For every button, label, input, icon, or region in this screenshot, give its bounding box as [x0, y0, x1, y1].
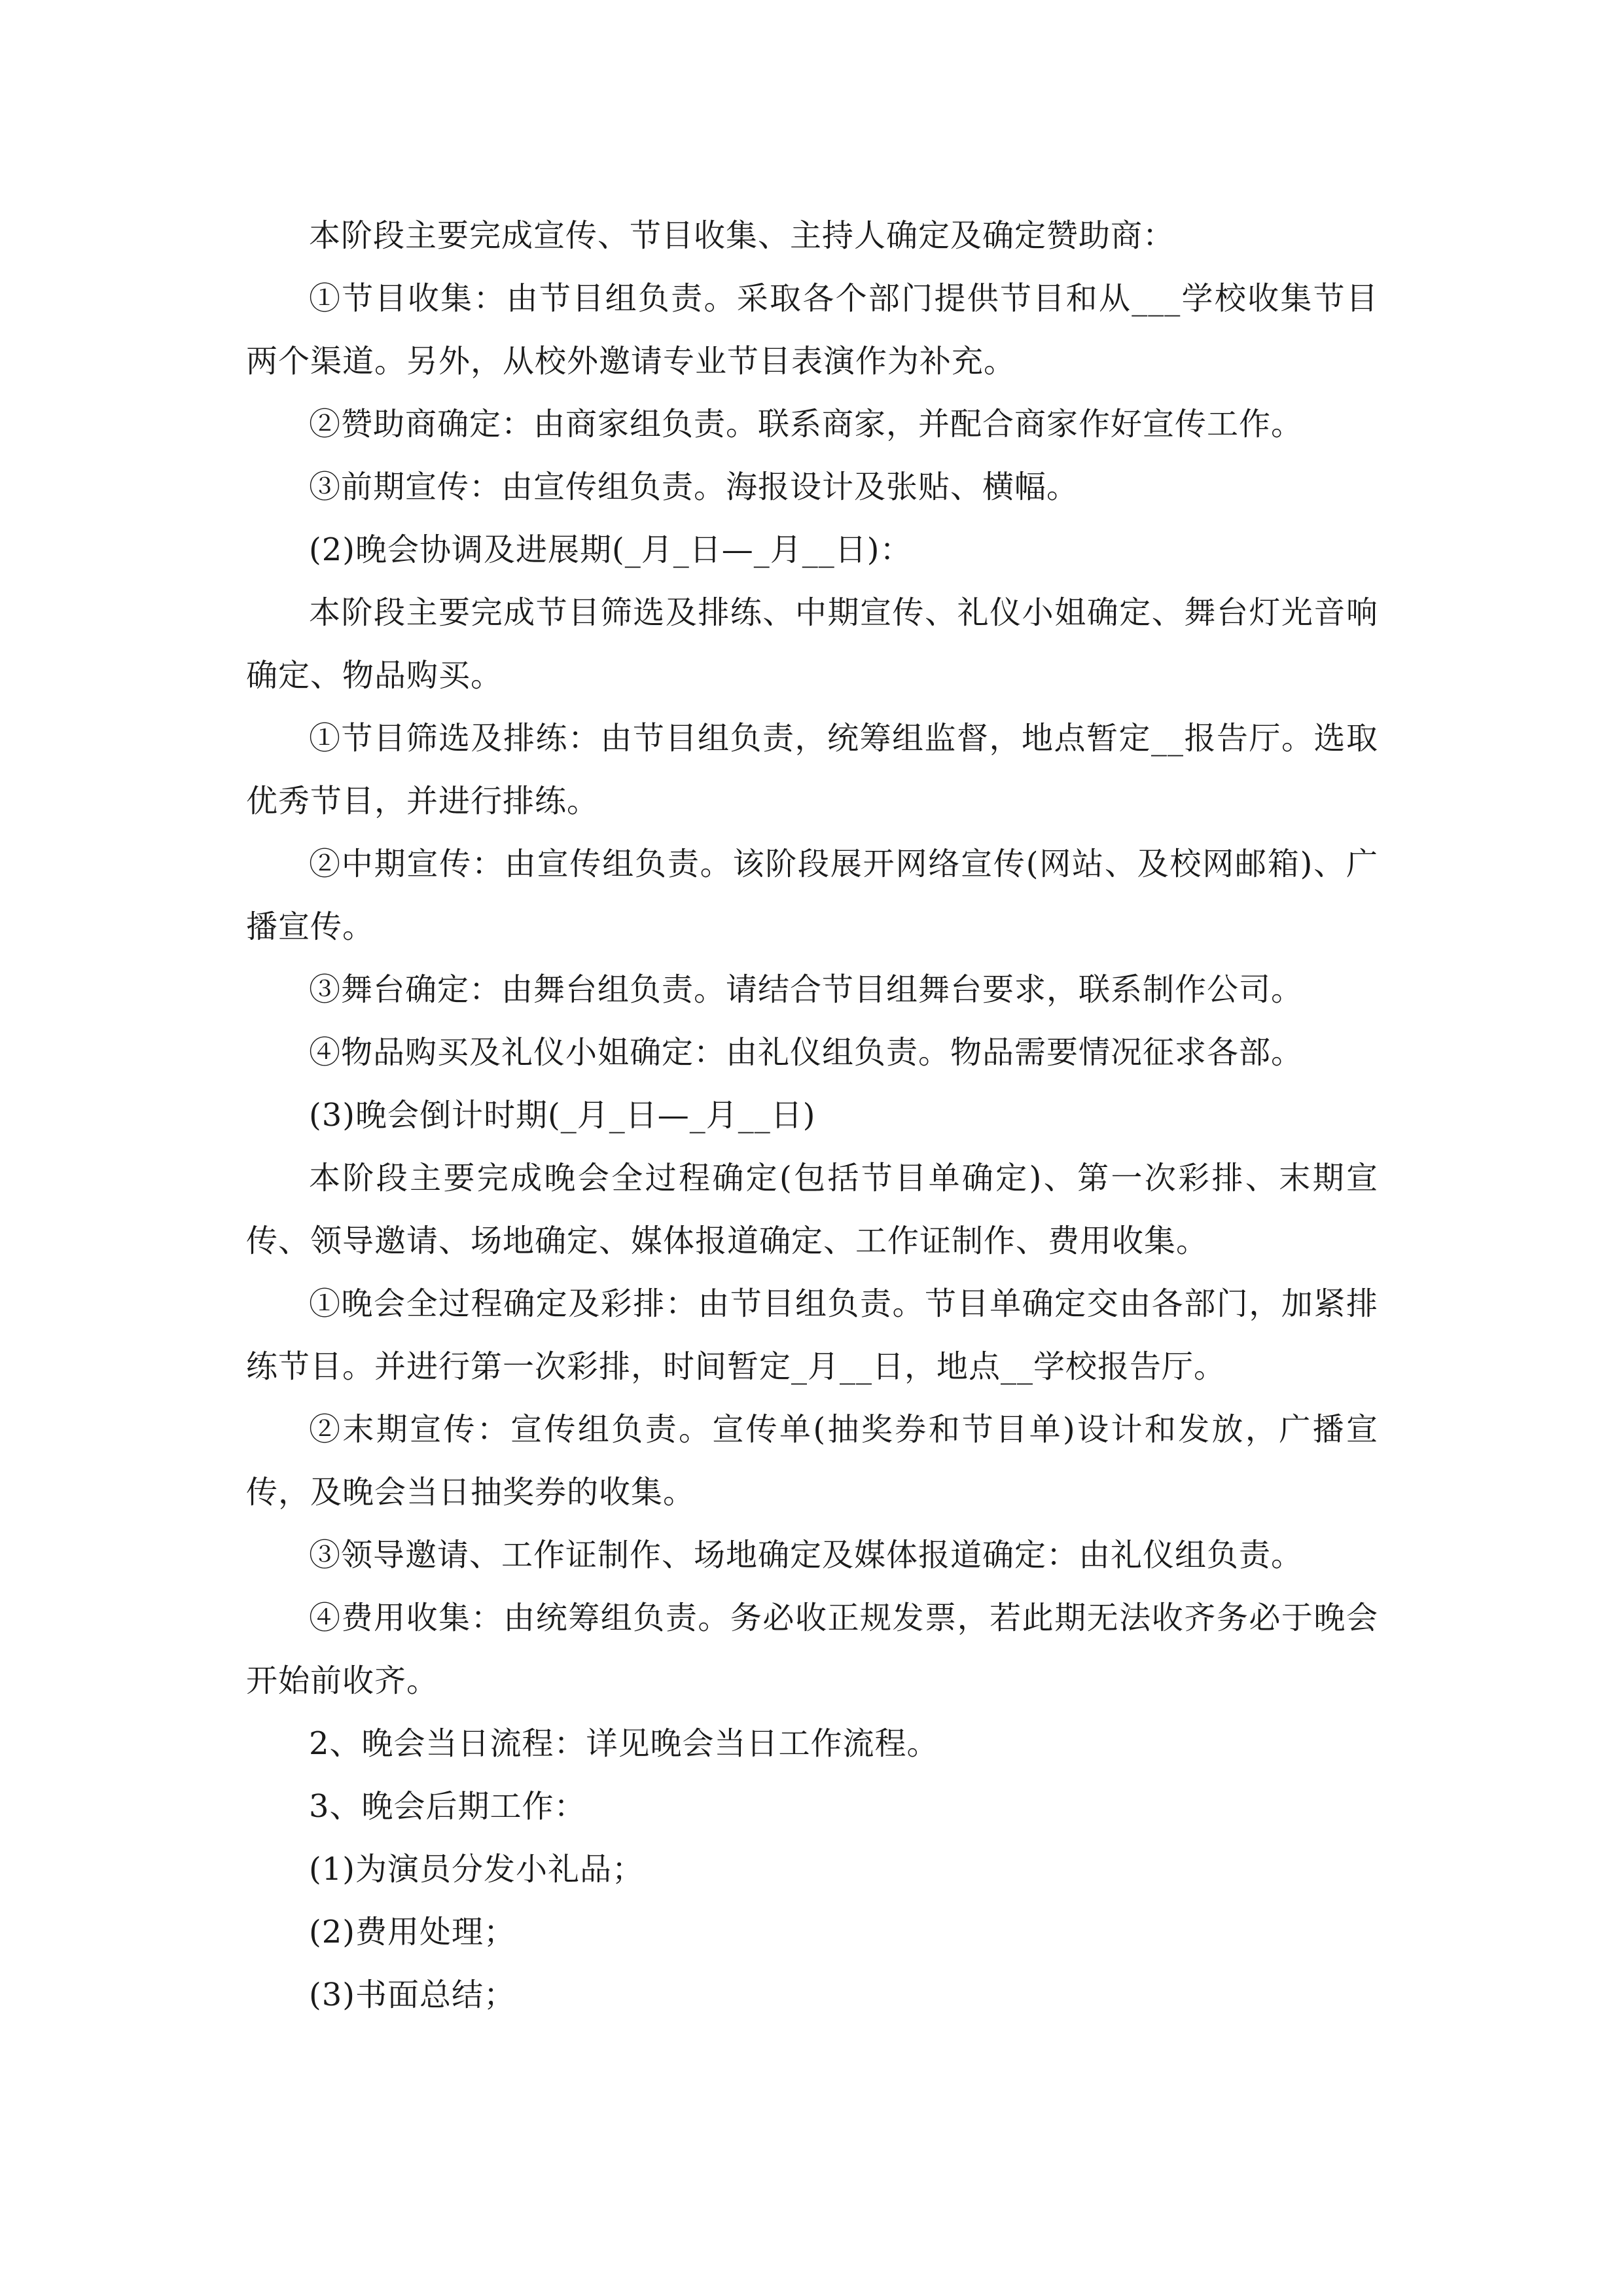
paragraph-rehearsal: ①晚会全过程确定及彩排：由节目组负责。节目单确定交由各部门，加紧排练节目。并进行第一次彩排，时间暂定_月__日，地点__学校报告厅。	[246, 1285, 1378, 1385]
paragraph-final-promotion: ②末期宣传：宣传组负责。宣传单(抽奖券和节目单)设计和发放，广播宣传，及晚会当日抽奖券的收集。	[246, 1411, 1378, 1511]
list-item-summary: (3)书面总结；	[309, 1977, 516, 2013]
section-heading-post-work: 3、晚会后期工作：	[309, 1788, 586, 1825]
paragraph-stage-intro: 本阶段主要完成宣传、节目收集、主持人确定及确定赞助商：	[309, 217, 1175, 254]
paragraph-countdown-intro: 本阶段主要完成晚会全过程确定(包括节目单确定)、第一次彩排、末期宣传、领导邀请、场地确定、媒体报道确定、工作证制作、费用收集。	[246, 1160, 1378, 1259]
list-item-gifts: (1)为演员分发小礼品；	[309, 1851, 644, 1888]
paragraph-program-collection: ①节目收集：由节目组负责。采取各个部门提供节目和从___学校收集节目两个渠道。另外，从校外邀请专业节目表演作为补充。	[246, 280, 1378, 380]
document-body	[246, 204, 1378, 2026]
paragraph-stage-setup: ③舞台确定：由舞台组负责。请结合节目组舞台要求，联系制作公司。	[309, 971, 1304, 1008]
paragraph-early-promotion: ③前期宣传：由宣传组负责。海报设计及张贴、横幅。	[309, 469, 1079, 505]
section-heading-day-process: 2、晚会当日流程：详见晚会当日工作流程。	[309, 1725, 939, 1762]
section-heading-countdown: (3)晚会倒计时期(_月_日—_月__日)	[309, 1097, 816, 1134]
paragraph-sponsor: ②赞助商确定：由商家组负责。联系商家，并配合商家作好宣传工作。	[309, 406, 1304, 442]
paragraph-program-selection: ①节目筛选及排练：由节目组负责，统筹组监督，地点暂定__报告厅。选取优秀节目，并进行排练。	[246, 720, 1378, 819]
paragraph-leaders-invitation: ③领导邀请、工作证制作、场地确定及媒体报道确定：由礼仪组负责。	[309, 1537, 1304, 1573]
list-item-expenses: (2)费用处理；	[309, 1914, 516, 1950]
paragraph-fee-collection: ④费用收集：由统筹组负责。务必收正规发票，若此期无法收齐务必于晚会开始前收齐。	[246, 1600, 1378, 1699]
paragraph-coordination-intro: 本阶段主要完成节目筛选及排练、中期宣传、礼仪小姐确定、舞台灯光音响确定、物品购买。	[246, 594, 1378, 694]
paragraph-purchase-etiquette: ④物品购买及礼仪小姐确定：由礼仪组负责。物品需要情况征求各部。	[309, 1034, 1304, 1071]
section-heading-coordination: (2)晚会协调及进展期(_月_日—_月__日)：	[309, 531, 912, 568]
paragraph-mid-promotion: ②中期宣传：由宣传组负责。该阶段展开网络宣传(网站、及校网邮箱)、广播宣传。	[246, 846, 1378, 945]
